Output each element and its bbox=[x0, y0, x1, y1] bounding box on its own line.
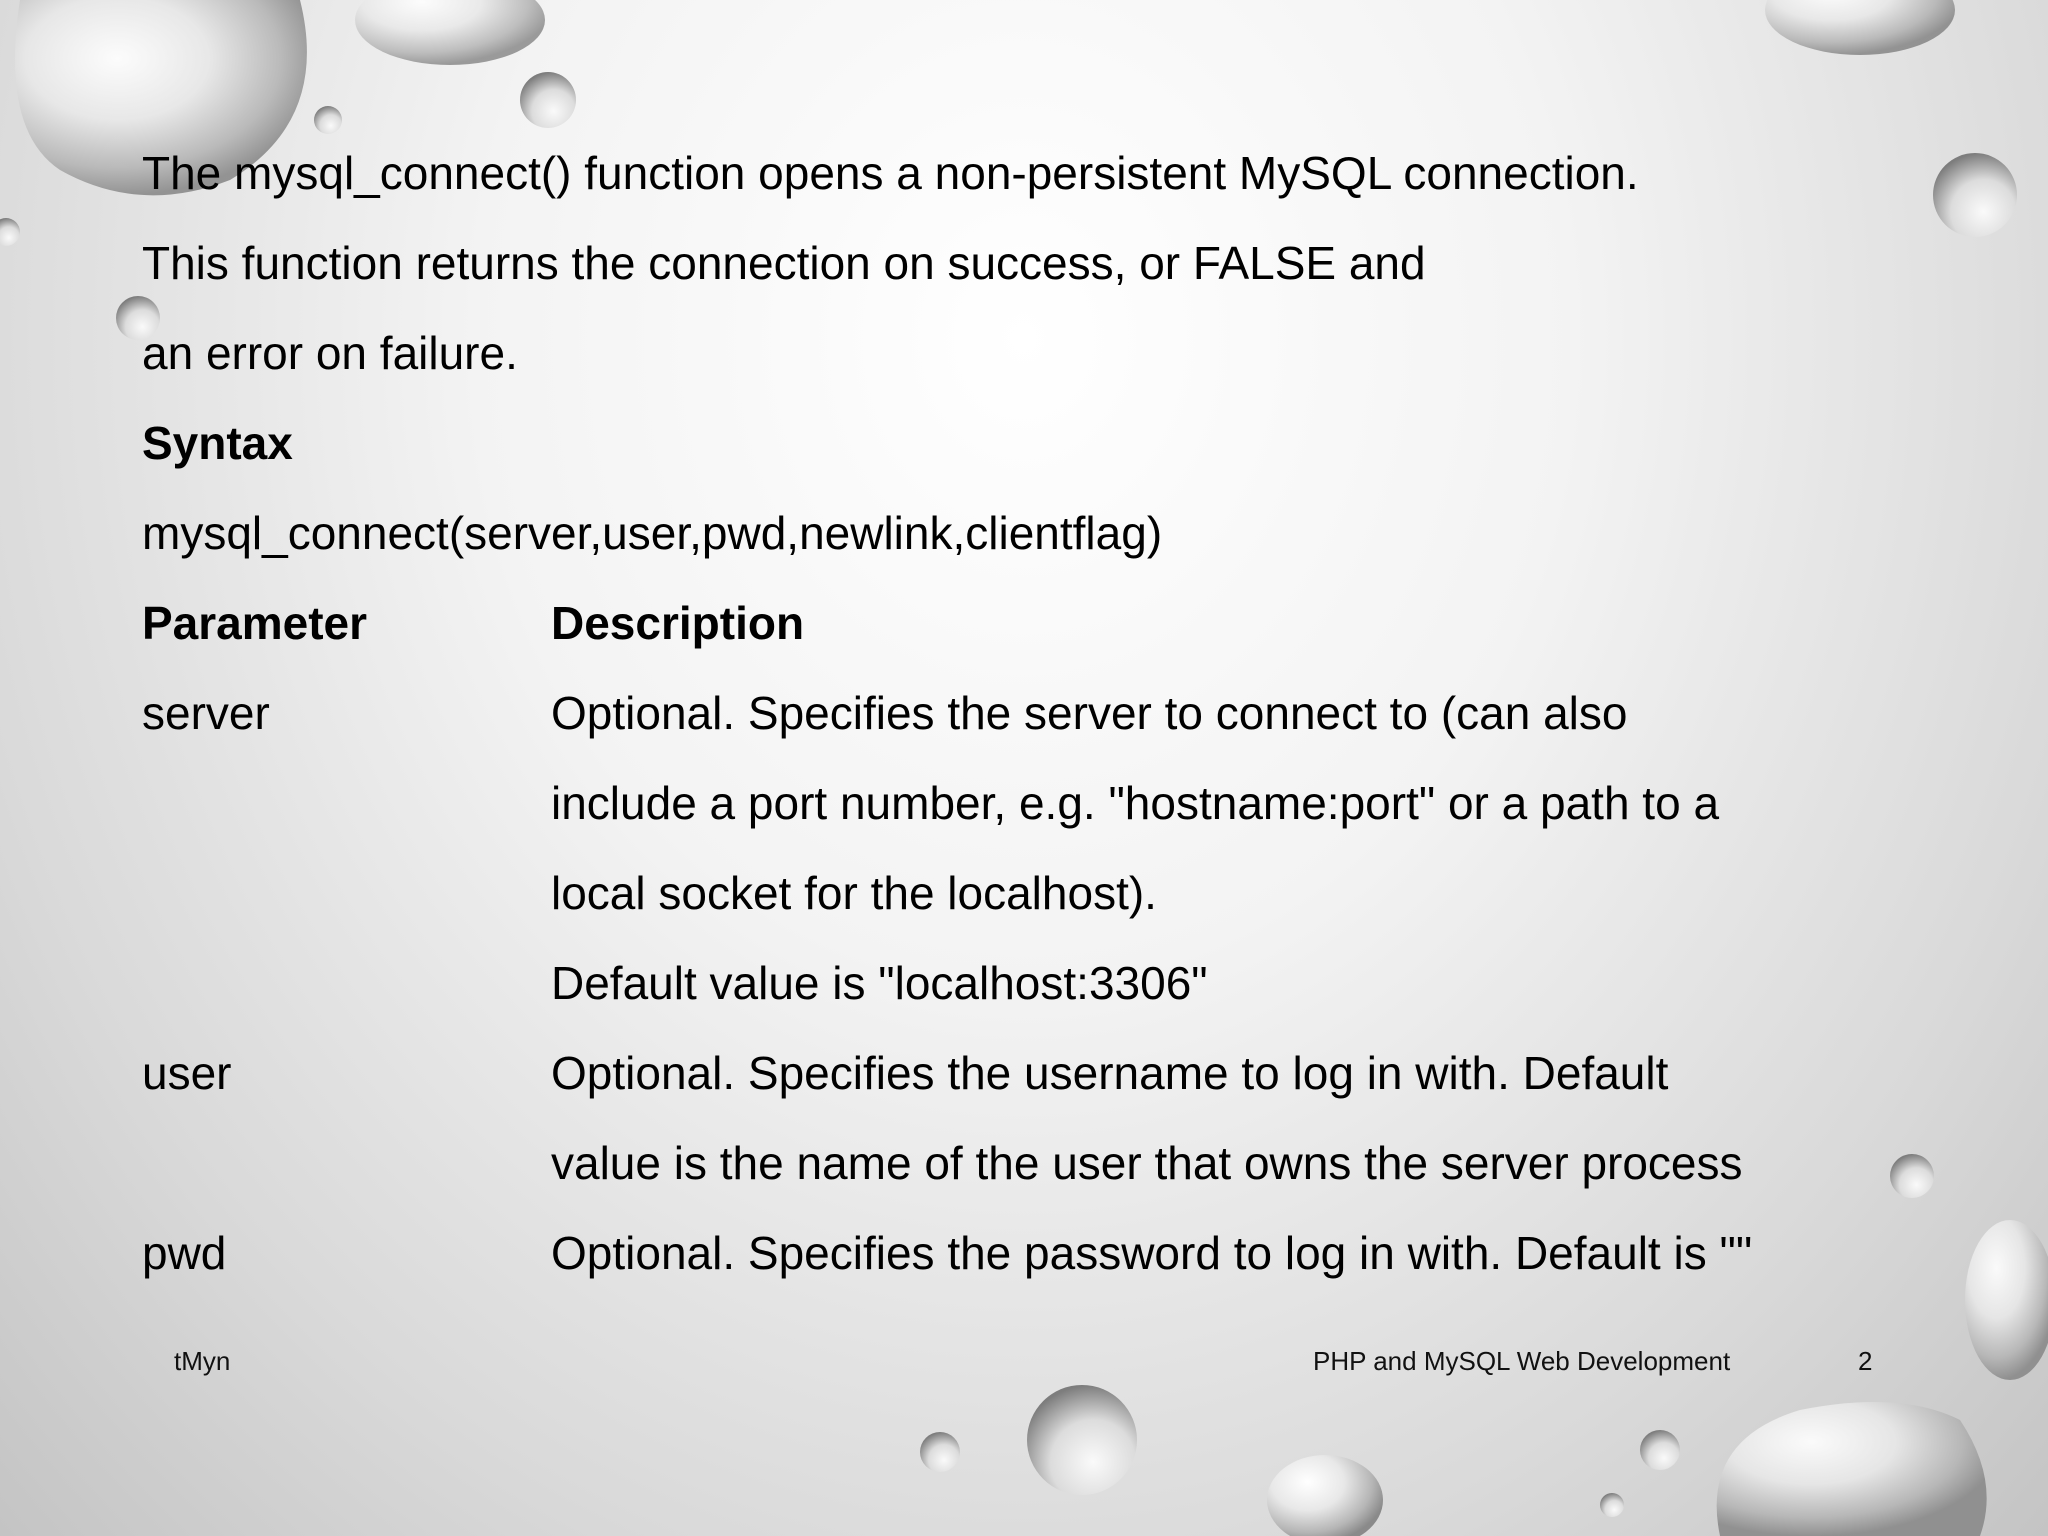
param-desc-server-line-1: Optional. Specifies the server to connect to (can also bbox=[551, 687, 1628, 739]
footer-page-number: 2 bbox=[1858, 1346, 1873, 1376]
syntax-heading: Syntax bbox=[142, 417, 293, 469]
param-desc-server-line-4: Default value is "localhost:3306" bbox=[551, 957, 1208, 1009]
table-header-parameter: Parameter bbox=[142, 597, 368, 649]
param-name-server: server bbox=[142, 687, 270, 739]
param-name-user: user bbox=[142, 1047, 232, 1099]
param-name-pwd: pwd bbox=[142, 1227, 227, 1279]
table-header-description: Description bbox=[551, 597, 805, 649]
footer-course-title: PHP and MySQL Web Development bbox=[1313, 1346, 1731, 1376]
param-desc-server-line-2: include a port number, e.g. "hostname:port" or a path to a bbox=[551, 777, 1720, 829]
syntax-code: mysql_connect(server,user,pwd,newlink,clientflag) bbox=[142, 507, 1163, 559]
param-desc-user-line-1: Optional. Specifies the username to log in with. Default bbox=[551, 1047, 1669, 1099]
footer-author: tMyn bbox=[174, 1346, 231, 1376]
param-desc-pwd-line-1: Optional. Specifies the password to log in with. Default is "" bbox=[551, 1227, 1753, 1279]
intro-line-3: an error on failure. bbox=[142, 327, 518, 379]
intro-line-1: The mysql_connect() function opens a non-persistent MySQL connection. bbox=[142, 147, 1639, 199]
param-desc-server-line-3: local socket for the localhost). bbox=[551, 867, 1157, 919]
param-desc-user-line-2: value is the name of the user that owns the server process bbox=[551, 1137, 1743, 1189]
intro-line-2: This function returns the connection on success, or FALSE and bbox=[142, 237, 1426, 289]
